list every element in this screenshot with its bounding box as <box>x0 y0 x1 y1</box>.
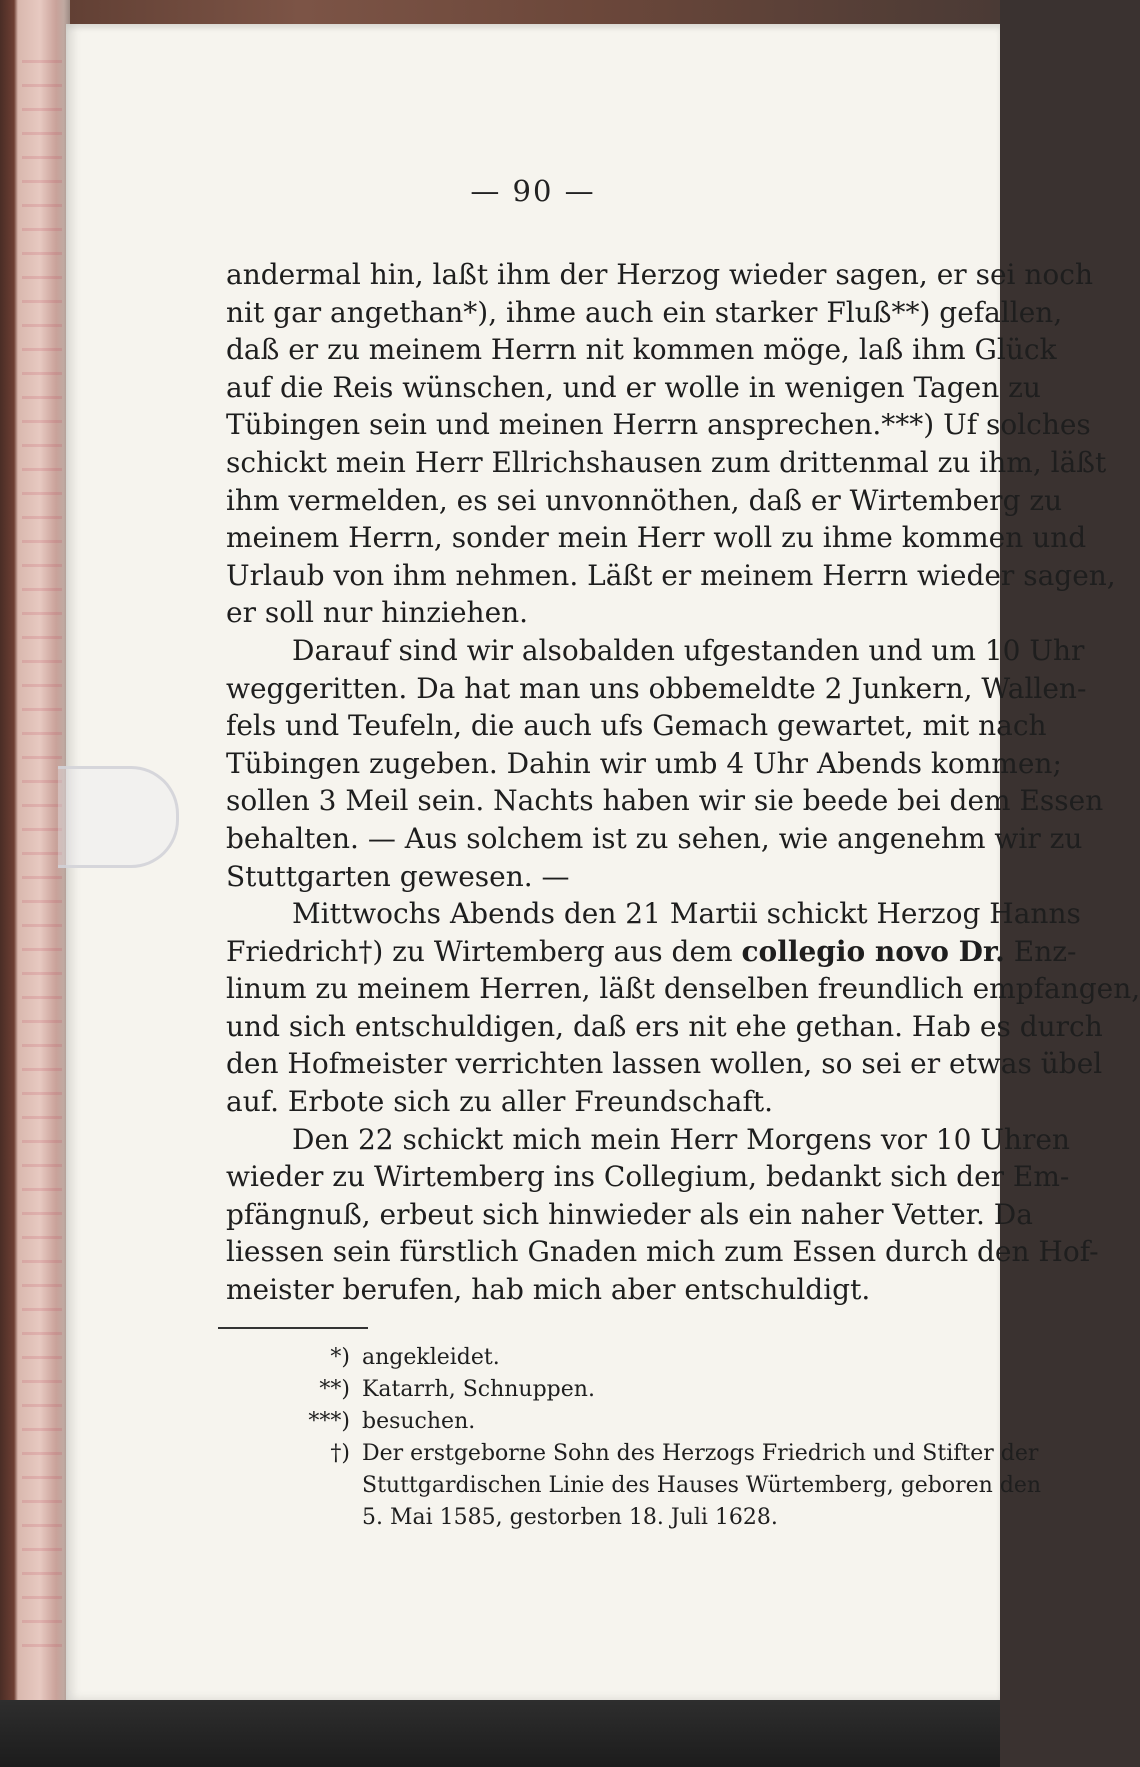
body-text <box>226 256 1140 1309</box>
text-line: auf. Erbote sich zu aller Freundschaft. <box>226 1085 773 1119</box>
text-line: nit gar angethan*), ihme auch ein starker Fluß**) gefallen, <box>226 295 1063 329</box>
page-clip <box>58 766 179 868</box>
footnote <box>226 1374 1026 1406</box>
text-line: pfängnuß, erbeut sich hinwieder als ein naher Vetter. Da <box>226 1197 1033 1231</box>
latin-bold-segment: collegio novo Dr. <box>741 934 1005 968</box>
footnote-mark: *) <box>330 1345 350 1370</box>
footnote-mark: †) <box>330 1441 350 1466</box>
text-line: linum zu meinem Herren, läßt denselben freundlich empfangen, <box>226 972 1140 1006</box>
text-line: andermal hin, laßt ihm der Herzog wieder sagen, er sei noch <box>226 258 1093 291</box>
text-line: wieder zu Wirtemberg ins Collegium, bedankt sich der Em- <box>226 1160 1070 1194</box>
footnote-mark: ***) <box>308 1409 350 1434</box>
text-line: Urlaub von ihm nehmen. Läßt er meinem Herrn wieder sagen, <box>226 558 1116 592</box>
text-line: er soll nur hinziehen. <box>226 596 529 630</box>
text-segment: Enz- <box>1013 934 1077 968</box>
footnote-divider <box>218 1327 368 1329</box>
footnote-continuation: 5. Mai 1585, gestorben 18. Juli 1628. <box>362 1505 778 1530</box>
footnote-mark: **) <box>319 1377 350 1402</box>
footnote <box>226 1406 1026 1438</box>
footnote-text: angekleidet. <box>362 1345 500 1370</box>
text-line: schickt mein Herr Ellrichshausen zum drittenmal zu ihm, läßt <box>226 445 1107 479</box>
text-line: den Hofmeister verrichten lassen wollen, so sei er etwas übel <box>226 1047 1103 1081</box>
text-line: und sich entschuldigen, daß ers nit ehe gethan. Hab es durch <box>226 1009 1103 1043</box>
text-line: behalten. — Aus solchem ist zu sehen, wie angenehm wir zu <box>226 821 1083 855</box>
text-line: daß er zu meinem Herrn nit kommen möge, laß ihm Glück <box>226 333 1057 367</box>
text-line: sollen 3 Meil sein. Nachts haben wir sie beede bei dem Essen <box>226 784 1104 818</box>
text-line: Tübingen zugeben. Dahin wir umb 4 Uhr Abends kommen; <box>226 746 1062 780</box>
text-line: weggeritten. Da hat man uns obbemeldte 2 Junkern, Wallen- <box>226 671 1087 705</box>
text-line: meinem Herrn, sonder mein Herr woll zu ihme kommen und <box>226 521 1087 555</box>
paragraph-start-line: Darauf sind wir alsobalden ufgestanden und um 10 Uhr <box>292 633 1085 667</box>
text-line: ihm vermelden, es sei unvonnöthen, daß er Wirtemberg zu <box>226 483 1063 517</box>
footnote-text: besuchen. <box>362 1409 476 1434</box>
background-surface <box>0 1700 1000 1767</box>
text-line-mixed <box>226 933 1077 971</box>
paragraph-start-line: Mittwochs Abends den 21 Martii schickt Herzog Hanns <box>292 897 1081 931</box>
footnotes <box>226 1342 1042 1534</box>
text-line: liessen sein fürstlich Gnaden mich zum Essen durch den Hof- <box>226 1235 1099 1269</box>
text-line: auf die Reis wünschen, und er wolle in wenigen Tagen zu <box>226 370 1041 404</box>
footnote <box>226 1438 1039 1470</box>
footnote-text: Der erstgeborne Sohn des Herzogs Friedrich und Stifter der <box>362 1441 1039 1466</box>
footnote <box>226 1342 1026 1374</box>
text-line: fels und Teufeln, die auch ufs Gemach gewartet, mit nach <box>226 709 1047 743</box>
footnote-continuation: Stuttgardischen Linie des Hauses Würtemberg, geboren den <box>362 1473 1042 1498</box>
text-line: meister berufen, hab mich aber entschuldigt. <box>226 1273 871 1307</box>
book-page-edges <box>0 0 70 1767</box>
paragraph-start-line: Den 22 schickt mich mein Herr Morgens vor 10 Uhren <box>292 1122 1070 1156</box>
page-number: — 90 — <box>470 174 596 208</box>
text-line: Stuttgarten gewesen. — <box>226 859 570 893</box>
text-line: Tübingen sein und meinen Herrn ansprechen.***) Uf solches <box>226 408 1091 442</box>
footnote-text: Katarrh, Schnuppen. <box>362 1377 595 1402</box>
text-segment: Friedrich†) zu Wirtemberg aus dem <box>226 934 733 968</box>
book-page <box>66 24 1140 1700</box>
page-edge-marks <box>22 60 62 1660</box>
